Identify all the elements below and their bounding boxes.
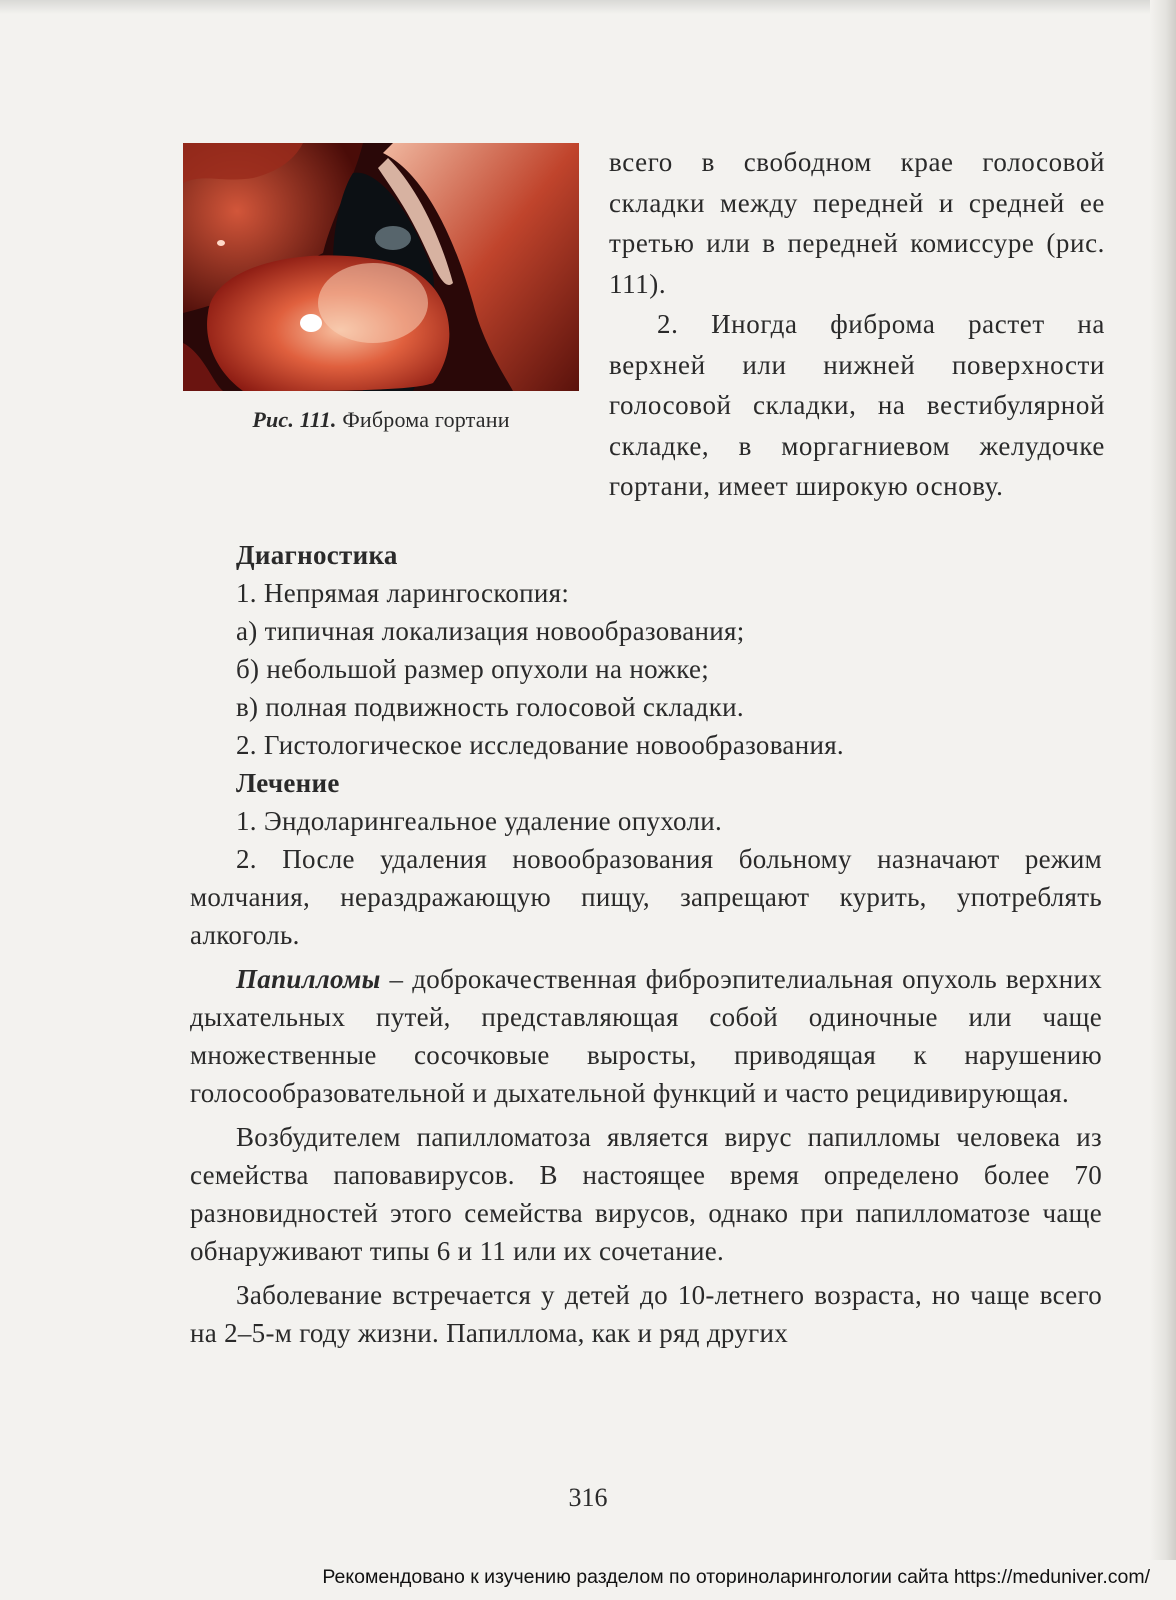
side-paragraph-2: 2. Иногда фиброма растет на верхней или нижней поверхности голосовой складки, на вестибулярной складке, в моргагниевом желудочке гортани, имеет широкую основу. [609, 309, 1105, 501]
papillomas-paragraph-3: Заболевание встречается у детей до 10-летнего возраста, но чаще всего на 2–5-м году жизни. Папиллома, как и ряд других [190, 1280, 1102, 1348]
treatment-item-2: 2. После удаления новообразования больному назначают режим молчания, нераздражающую пищу, запрещают курить, употреблять алкоголь. [190, 844, 1102, 950]
figure-111 [183, 143, 579, 433]
diagnostics-item-1a: а) типичная локализация новообразования; [236, 616, 745, 646]
treatment-item-1: 1. Эндоларингеальное удаление опухоли. [236, 806, 723, 836]
diagnostics-item-1b: б) небольшой размер опухоли на ножке; [236, 654, 710, 684]
laryngoscopy-photo [183, 143, 579, 391]
page-right-edge [1150, 0, 1176, 1560]
papillomas-definition [190, 960, 1102, 1112]
side-paragraph-1: всего в свободном крае голосовой складки между передней и средней ее третью или в передней комиссуре (рис. 111). [609, 147, 1105, 299]
figure-caption-label: Рис. 111. [252, 407, 337, 432]
treatment-heading: Лечение [236, 768, 340, 798]
diagnostics-heading: Диагностика [236, 540, 398, 570]
figure-caption [183, 407, 579, 433]
larynx-fibroma-image [183, 143, 579, 391]
diagnostics-item-2: 2. Гистологическое исследование новообразования. [236, 730, 844, 760]
page-top-edge [0, 0, 1176, 14]
side-text-column [609, 142, 1105, 507]
papillomas-paragraph-2: Возбудителем папилломатоза является вирус папилломы человека из семейства паповавирусов. В настоящее время определено более 70 разновидностей этого семейства вирусов, однако при папилломатозе чаще обнаруживают типы 6 и 11 или их сочетание. [190, 1122, 1102, 1266]
diagnostics-item-1c: в) полная подвижность голосовой складки. [236, 692, 744, 722]
figure-caption-text: Фиброма гортани [336, 407, 510, 432]
papillomas-definition-text: – доброкачественная фиброэпителиальная опухоль верхних дыхательных путей, представляющая собой одиночные или чаще множественные сосочковые выросты, приводящая к нарушению голосообразовательной и дыхательной функций и часто рецидивирующая. [190, 964, 1102, 1108]
main-text [190, 536, 1102, 1352]
diagnostics-item-1: 1. Непрямая ларингоскопия: [236, 578, 570, 608]
papillomas-term: Папилломы [236, 964, 381, 994]
footer-recommendation: Рекомендовано к изучению разделом по оториноларингологии сайта https://meduniver.com/ [322, 1566, 1150, 1588]
page-number: 316 [568, 1483, 608, 1512]
